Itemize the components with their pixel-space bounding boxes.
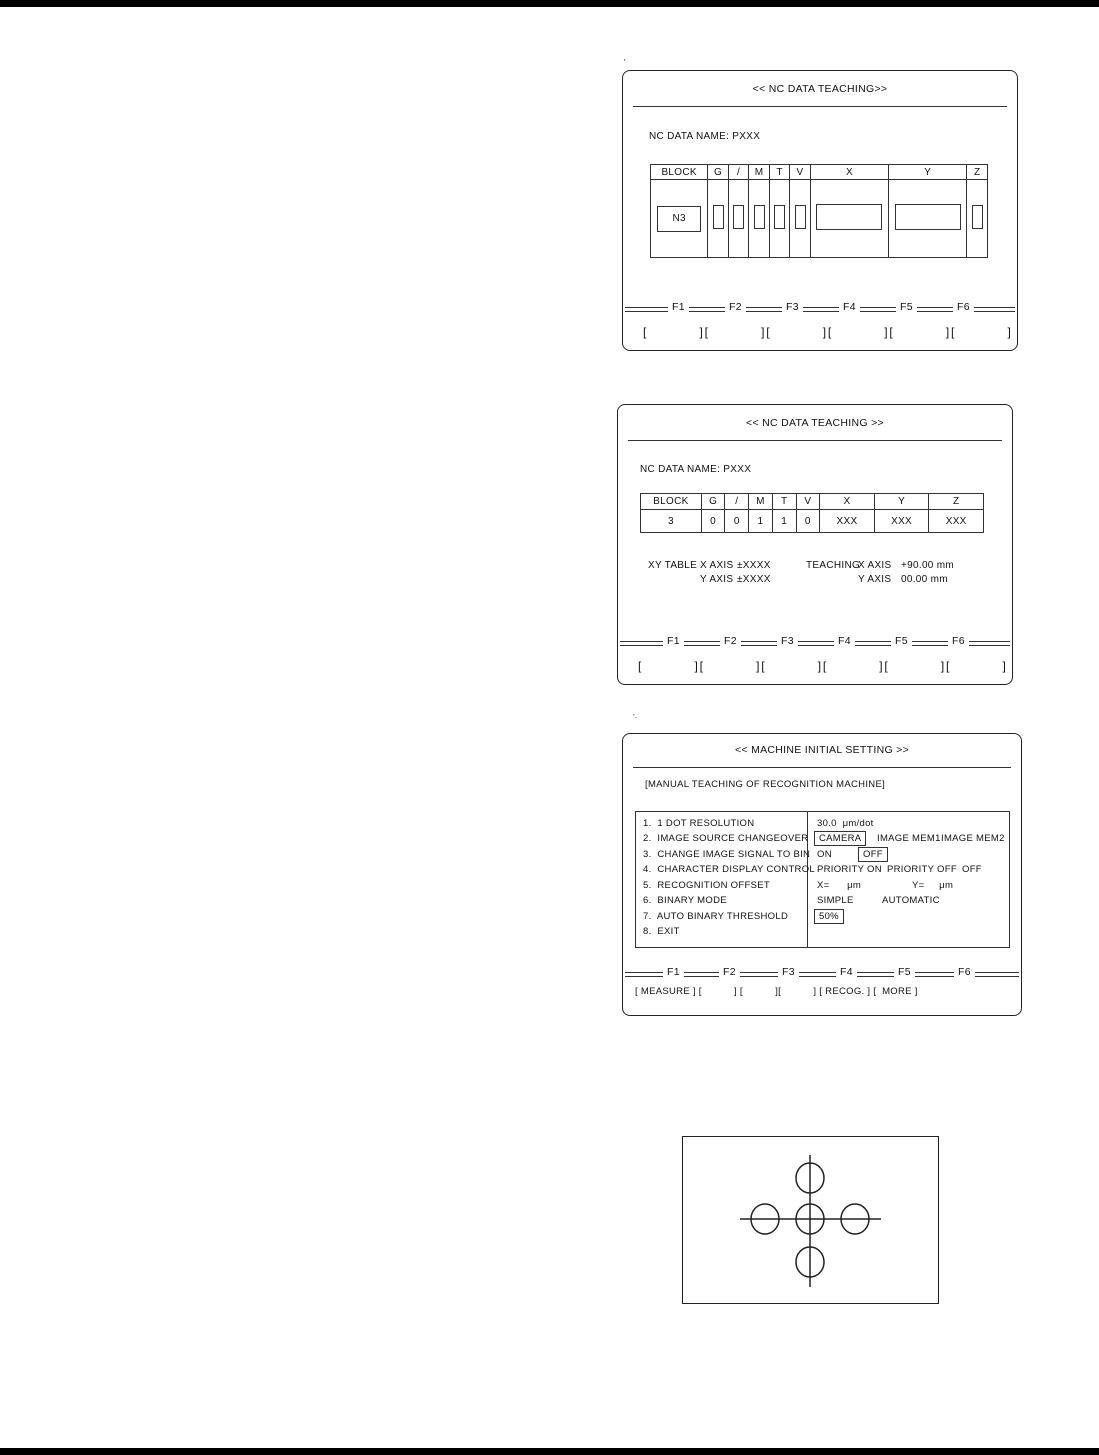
menu-item-image-signal[interactable]: 3. CHANGE IMAGE SIGNAL TO BIN bbox=[643, 849, 811, 860]
offset-y[interactable]: Y= μm bbox=[912, 880, 954, 891]
function-key-bar bbox=[618, 633, 1012, 653]
camera-option[interactable]: CAMERA bbox=[816, 833, 864, 844]
nc-data-teaching-screen-2 bbox=[617, 404, 1013, 685]
col-header: M bbox=[749, 494, 773, 510]
title-divider bbox=[633, 106, 1007, 107]
col-header: Y bbox=[874, 494, 929, 510]
col-header: V bbox=[796, 494, 820, 510]
col-header: X bbox=[810, 165, 888, 180]
slash-input[interactable] bbox=[733, 205, 744, 229]
menu-item-auto-threshold[interactable]: 7. AUTO BINARY THRESHOLD bbox=[643, 911, 789, 922]
f1-key[interactable]: F1 bbox=[663, 966, 684, 978]
simple-option[interactable]: SIMPLE bbox=[817, 895, 854, 906]
nc-block-table bbox=[640, 493, 984, 533]
scan-mark: ’· bbox=[633, 713, 638, 722]
col-header: Z bbox=[967, 165, 988, 180]
cell-m: 1 bbox=[749, 510, 773, 533]
f6-key[interactable]: F6 bbox=[953, 301, 974, 313]
scan-mark: ' bbox=[624, 58, 626, 67]
menu-item-dot-resolution[interactable]: 1. 1 DOT RESOLUTION bbox=[643, 818, 755, 829]
recognition-target-figure bbox=[682, 1136, 939, 1304]
offset-x[interactable]: X= μm bbox=[817, 880, 862, 891]
g-input[interactable] bbox=[713, 205, 724, 229]
cell-block: 3 bbox=[641, 510, 702, 533]
bottom-rule bbox=[0, 1448, 1099, 1455]
function-key-bar bbox=[623, 964, 1021, 984]
teaching-label: TEACHING bbox=[806, 560, 861, 571]
menu-item-binary-mode[interactable]: 6. BINARY MODE bbox=[643, 895, 727, 906]
y-input[interactable] bbox=[895, 204, 961, 230]
f3-key[interactable]: F3 bbox=[778, 966, 799, 978]
col-header: / bbox=[728, 165, 749, 180]
x-axis-value: ±XXXX bbox=[737, 560, 771, 571]
col-header: M bbox=[749, 165, 770, 180]
f2-key[interactable]: F2 bbox=[719, 966, 740, 978]
col-header: X bbox=[820, 494, 875, 510]
automatic-option[interactable]: AUTOMATIC bbox=[882, 895, 940, 906]
settings-box bbox=[635, 811, 1010, 948]
m-input[interactable] bbox=[754, 205, 765, 229]
z-input[interactable] bbox=[972, 205, 983, 229]
f4-key[interactable]: F4 bbox=[839, 301, 860, 313]
menu-item-recog-offset[interactable]: 5. RECOGNITION OFFSET bbox=[643, 880, 770, 891]
title-divider bbox=[633, 767, 1011, 768]
bin-off-option[interactable]: OFF bbox=[860, 849, 886, 860]
f5-key[interactable]: F5 bbox=[891, 635, 912, 647]
resolution-value: 30.0 μm/dot bbox=[817, 818, 874, 829]
screen-subtitle: [MANUAL TEACHING OF RECOGNITION MACHINE] bbox=[645, 779, 886, 790]
cell-x: XXX bbox=[820, 510, 875, 533]
f3-key[interactable]: F3 bbox=[777, 635, 798, 647]
bin-on-option[interactable]: ON bbox=[817, 849, 832, 860]
top-rule bbox=[0, 0, 1099, 7]
f5-key[interactable]: F5 bbox=[894, 966, 915, 978]
teach-y-value: 00.00 mm bbox=[901, 574, 948, 585]
f4-key[interactable]: F4 bbox=[834, 635, 855, 647]
xy-table-label: XY TABLE bbox=[648, 560, 698, 571]
teach-y-label: Y AXIS bbox=[858, 574, 892, 585]
nc-data-name: NC DATA NAME: PXXX bbox=[640, 464, 752, 475]
f5-key[interactable]: F5 bbox=[896, 301, 917, 313]
col-header: / bbox=[725, 494, 749, 510]
t-input[interactable] bbox=[774, 205, 785, 229]
softkey-labels[interactable]: [ ][ ][ ][ ][ ][ ] bbox=[643, 325, 1013, 339]
col-header: G bbox=[701, 494, 725, 510]
x-input[interactable] bbox=[816, 204, 882, 230]
nc-block-table bbox=[650, 164, 988, 258]
softkey-labels[interactable]: [ MEASURE ] [ ] [ ][ ] [ RECOG. ] [ MORE ] bbox=[635, 986, 918, 997]
y-axis-label: Y AXIS bbox=[700, 574, 734, 585]
f6-key[interactable]: F6 bbox=[954, 966, 975, 978]
col-header: Z bbox=[929, 494, 984, 510]
col-header: G bbox=[708, 165, 729, 180]
col-header: BLOCK bbox=[651, 165, 708, 180]
f4-key[interactable]: F4 bbox=[836, 966, 857, 978]
block-value: N3 bbox=[672, 212, 686, 224]
image-mem1-option[interactable]: IMAGE MEM1 bbox=[877, 833, 941, 844]
screen-title: << MACHINE INITIAL SETTING >> bbox=[734, 744, 910, 756]
f1-key[interactable]: F1 bbox=[663, 635, 684, 647]
block-input[interactable] bbox=[657, 206, 701, 232]
col-header: T bbox=[772, 494, 796, 510]
cell-slash: 0 bbox=[725, 510, 749, 533]
col-header: Y bbox=[889, 165, 967, 180]
display-off-option[interactable]: OFF bbox=[962, 864, 982, 875]
title-divider bbox=[628, 440, 1002, 441]
menu-item-exit[interactable]: 8. EXIT bbox=[643, 926, 680, 937]
f3-key[interactable]: F3 bbox=[782, 301, 803, 313]
v-input[interactable] bbox=[795, 205, 806, 229]
teach-x-value: +90.00 mm bbox=[901, 560, 955, 571]
cell-y: XXX bbox=[874, 510, 929, 533]
menu-item-image-source[interactable]: 2. IMAGE SOURCE CHANGEOVER bbox=[643, 833, 809, 844]
cell-z: XXX bbox=[929, 510, 984, 533]
cell-g: 0 bbox=[701, 510, 725, 533]
f1-key[interactable]: F1 bbox=[668, 301, 689, 313]
x-axis-label: X AXIS bbox=[700, 560, 734, 571]
priority-off-option[interactable]: PRIORITY OFF bbox=[887, 864, 957, 875]
f2-key[interactable]: F2 bbox=[720, 635, 741, 647]
nc-data-name: NC DATA NAME: PXXX bbox=[649, 131, 761, 142]
cell-v: 0 bbox=[796, 510, 820, 533]
threshold-value[interactable]: 50% bbox=[816, 911, 842, 922]
screen-title: << NC DATA TEACHING >> bbox=[746, 417, 884, 429]
col-header: BLOCK bbox=[641, 494, 702, 510]
image-mem2-option[interactable]: IMAGE MEM2 bbox=[941, 833, 1005, 844]
teach-x-label: X AXIS bbox=[858, 560, 892, 571]
function-key-bar bbox=[623, 299, 1017, 319]
screen-title: << NC DATA TEACHING>> bbox=[752, 83, 888, 95]
crosshair-marks bbox=[683, 1137, 937, 1302]
nc-data-teaching-screen-1 bbox=[622, 70, 1018, 351]
col-header: T bbox=[769, 165, 790, 180]
softkey-labels[interactable]: [ ][ ][ ][ ][ ][ ] bbox=[638, 659, 1008, 673]
machine-initial-setting-screen bbox=[622, 733, 1022, 1016]
menu-item-char-display[interactable]: 4. CHARACTER DISPLAY CONTROL bbox=[643, 864, 815, 875]
f2-key[interactable]: F2 bbox=[725, 301, 746, 313]
cell-t: 1 bbox=[772, 510, 796, 533]
y-axis-value: ±XXXX bbox=[737, 574, 771, 585]
f6-key[interactable]: F6 bbox=[948, 635, 969, 647]
col-header: V bbox=[790, 165, 811, 180]
priority-on-option[interactable]: PRIORITY ON bbox=[817, 864, 882, 875]
